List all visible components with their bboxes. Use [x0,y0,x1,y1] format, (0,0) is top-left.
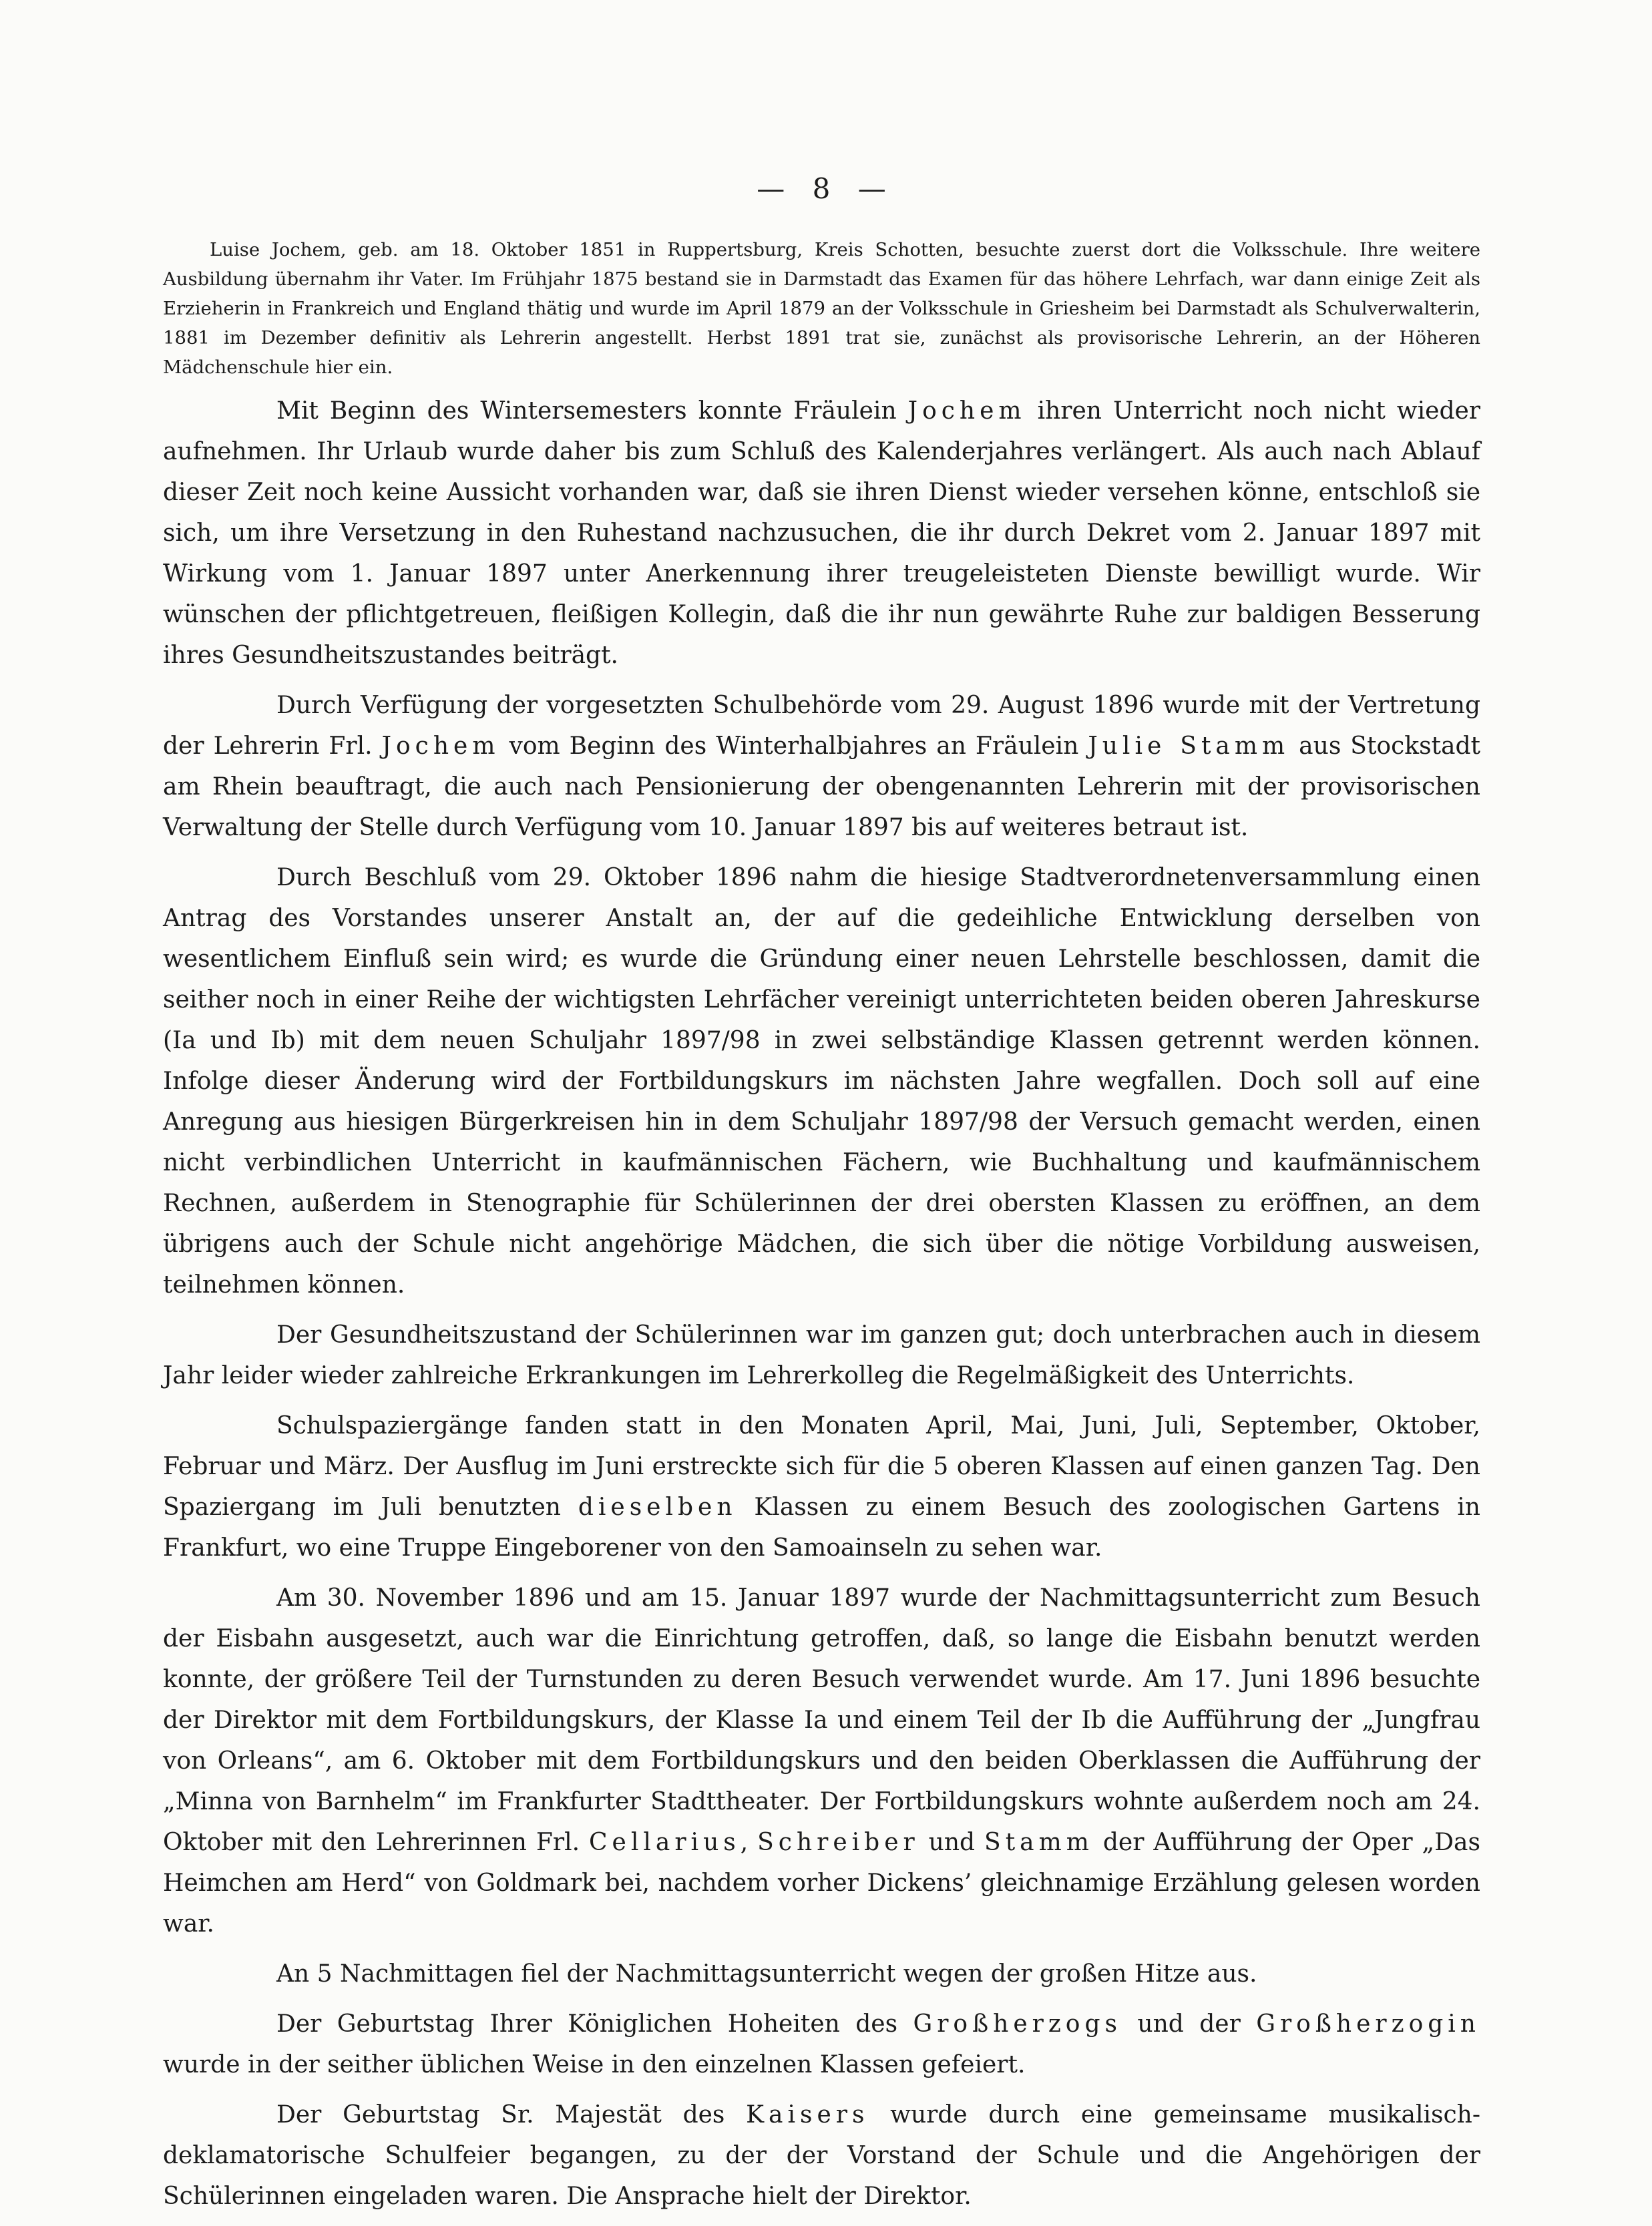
text-run: Am 30. November 1896 und am 15. Januar 1897 wurde der Nachmittagsunterricht zum Besuch der Eisbahn ausgesetzt, auch war die Einrichtung getroffen, daß, so lange die Eisbahn benutzt werden konnte, der größere Teil der Turnstunden zu deren Besuch verwendet wurde. Am 17. Juni 1896 besuchte der Direktor mit dem Fortbildungskurs, der Klasse Ia und einem Teil der Ib die Aufführung der „Jungfrau von Orleans“, am 6. Oktober mit dem Fortbildungskurs und den beiden Oberklassen die Aufführung der „Minna von Barnhelm“ im Frankfurter Stadttheater. Der Fortbildungskurs wohnte außerdem noch am 24. Oktober mit den Lehrerinnen Frl. [163,1584,1480,1856]
main-text [163,391,1480,2226]
spaced-name: Jochem [907,397,1026,425]
paragraph-hitze: An 5 Nachmittagen fiel der Nachmittagsunterricht wegen der großen Hitze aus. [276,1960,1257,1988]
spaced-name: Jochem [381,732,500,760]
spaced-word: Großherzogin [1256,2010,1480,2038]
spaced-name: Cellarius [589,1829,741,1856]
spaced-word: Großherzogs [913,2010,1122,2038]
paragraph-vertretung [163,685,1480,848]
text-run: der Aufführung der Oper „Das Heimchen am Herd“ von Goldmark bei, nachdem vorher Dickens’ gleichnamige Erzählung gelesen worden war. [163,1829,1480,1938]
page-number: — 8 — [757,172,895,205]
paragraph-urlaub [163,391,1480,676]
text-run: und der [1122,2010,1257,2038]
text-run: wurde in der seither üblichen Weise in den einzelnen Klassen gefeiert. [163,2051,1026,2078]
spaced-name: Julie Stamm [1088,732,1290,760]
text-run: aus Stockstadt am Rhein beauftragt, die auch nach Pensionierung der obengenannten Lehrerin mit der provisorischen Verwaltung der Stelle durch Verfügung vom 10. Januar 1897 bis auf weiteres betraut ist. [163,732,1481,841]
spaced-word: dieselben [578,1494,737,1521]
text-run: und [919,1829,985,1856]
paragraph-beschluss: Durch Beschluß vom 29. Oktober 1896 nahm die hiesige Stadtverordnetenversammlung einen Antrag des Vorstandes unserer Anstalt an, der auf die gedeihliche Entwicklung derselben von wesentlichem Einfluß sein wird; es wurde die Gründung einer neuen Lehrstelle beschlossen, damit die seither noch in einer Reihe der wichtigsten Lehrfächer vereinigt unterrichteten beiden oberen Jahreskurse (Ia und Ib) mit dem neuen Schuljahr 1897/98 in zwei selbständige Klassen getrennt werden können. Infolge dieser Änderung wird der Fortbildungskurs im nächsten Jahre wegfallen. Doch soll auf eine Anregung aus hiesigen Bürgerkreisen hin in dem Schuljahr 1897/98 der Versuch gemacht werden, einen nicht verbindlichen Unterricht in kaufmännischen Fächern, wie Buchhaltung und kaufmännischem Rechnen, außerdem in Stenographie für Schülerinnen der drei obersten Klassen zu eröffnen, an dem übrigens auch der Schule nicht angehörige Mädchen, die sich über die nötige Vorbildung ausweisen, teilnehmen können. [163,864,1480,1299]
paragraph-spaziergaenge [163,1405,1480,1568]
text-run: , [740,1829,758,1856]
text-run: Schulspaziergänge fanden statt in den Monaten April, Mai, Juni, Juli, September, Oktober, Februar und März. Der Ausflug im Juni erstreckte sich für die 5 oberen Klassen auf einen ganzen Tag. Den Spaziergang im Juli benutzten [163,1412,1480,1521]
text-run: Durch Verfügung der vorgesetzten Schulbehörde vom 29. August 1896 wurde mit der Vertretung der Lehrerin Frl. [163,692,1480,760]
spaced-name: Schreiber [757,1829,919,1856]
text-run: wurde durch eine gemeinsame musikalisch-deklamatorische Schulfeier begangen, zu der der Vorstand der Schule und die Angehörigen der Schülerinnen eingeladen waren. Die Ansprache hielt der Direktor. [163,2101,1481,2210]
spaced-word: Kaisers [746,2101,869,2129]
text-run: Der Geburtstag Sr. Majestät des [276,2101,747,2129]
paragraph-kaiser [163,2094,1480,2217]
text-run: Der Geburtstag Ihrer Königlichen Hoheiten des [276,2010,913,2038]
text-run: vom Beginn des Winterhalbjahres an Fräulein [499,732,1088,760]
biography-note: Luise Jochem, geb. am 18. Oktober 1851 in Ruppertsburg, Kreis Schotten, besuchte zuerst dort die Volksschule. Ihre weitere Ausbildung übernahm ihr Vater. Im Frühjahr 1875 bestand sie in Darmstadt das Examen für das höhere Lehrfach, war dann einige Zeit als Erzieherin in Frankreich und England thätig und wurde im April 1879 an der Volksschule in Griesheim bei Darmstadt als Schulverwalterin, 1881 im Dezember definitiv als Lehrerin angestellt. Herbst 1891 trat sie, zunächst als provisorische Lehrerin, an der Höheren Mädchenschule hier ein. [163,239,1480,378]
paragraph-eisbahn [163,1578,1480,1944]
spaced-name: Stamm [984,1829,1094,1856]
text-run: Mit Beginn des Wintersemesters konnte Fräulein [276,397,908,425]
text-run: ihren Unterricht noch nicht wieder aufnehmen. Ihr Urlaub wurde daher bis zum Schluß des Kalenderjahres verlängert. Als auch nach Ablauf dieser Zeit noch keine Aussicht vorhanden war, daß sie ihren Dienst wieder versehen könne, entschloß sie sich, um ihre Versetzung in den Ruhestand nachzusuchen, die ihr durch Dekret vom 2. Januar 1897 mit Wirkung vom 1. Januar 1897 unter Anerkennung ihrer treugeleisteten Dienste bewilligt wurde. Wir wünschen der pflichtgetreuen, fleißigen Kollegin, daß die ihr nun gewährte Ruhe zur baldigen Besserung ihres Gesundheitszustandes beiträgt. [163,397,1481,669]
paragraph-grossherzog [163,2004,1480,2085]
paragraph-gesundheit: Der Gesundheitszustand der Schülerinnen war im ganzen gut; doch unterbrachen auch in diesem Jahr leider wieder zahlreiche Erkrankungen im Lehrerkolleg die Regelmäßigkeit des Unterrichts. [163,1321,1480,1389]
text-run: Klassen zu einem Besuch des zoologischen Gartens in Frankfurt, wo eine Truppe Eingeborener von den Samoainseln zu sehen war. [163,1494,1480,1562]
